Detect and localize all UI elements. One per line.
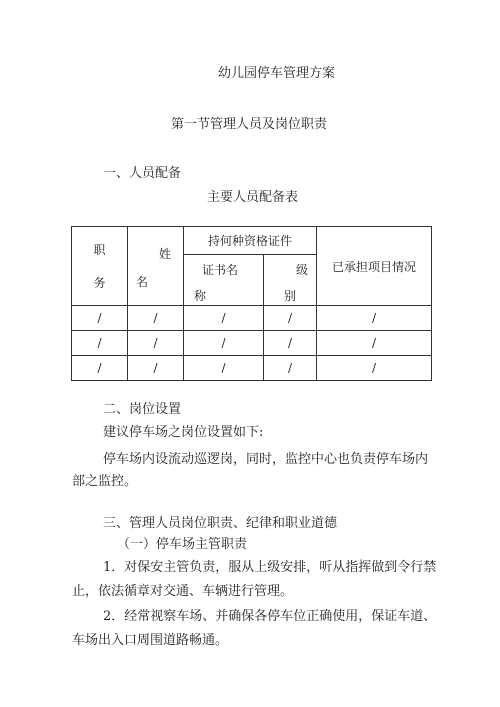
header-cert-name-line2: 称	[194, 289, 207, 303]
duty-item-1-line2: 止，依法循章对交通、车辆进行管理。	[72, 584, 294, 599]
table-cell: /	[317, 306, 432, 331]
header-cert-name	[184, 255, 264, 306]
duty-item-1-line1: 1．对保安主管负责，服从上级安排，听从指挥做到令行禁	[103, 560, 437, 575]
header-cert-name-line1: 证书名	[202, 263, 239, 277]
table-cell: /	[184, 356, 264, 381]
table-cell: /	[264, 306, 317, 331]
table-cell: /	[184, 331, 264, 356]
table-caption: 主要人员配备表	[207, 190, 299, 205]
duty-item-2-line1: 2．经常视察车场、并确保各停车位正确使用，保证车道、	[103, 609, 437, 624]
heading-post-setup: 二、岗位设置	[103, 402, 182, 417]
header-level-char2: 别	[284, 289, 297, 303]
table-cell: /	[72, 331, 128, 356]
subheading-supervisor: （一）停车场主管职责	[117, 537, 248, 552]
table-cell: /	[128, 331, 184, 356]
table-row	[72, 331, 432, 356]
table-cell: /	[72, 356, 128, 381]
table-row	[72, 356, 432, 381]
table-cell: /	[264, 356, 317, 381]
header-name	[128, 227, 184, 306]
table-row	[72, 306, 432, 331]
table-cell: /	[317, 356, 432, 381]
header-position-char2: 务	[93, 276, 106, 290]
table-cell: /	[317, 331, 432, 356]
table-cell: /	[184, 306, 264, 331]
table-cell: /	[72, 306, 128, 331]
header-position-char1: 职	[93, 243, 106, 257]
duty-item-2-line2: 车场出入口周围道路畅通。	[72, 633, 229, 648]
staffing-table	[71, 226, 432, 381]
heading-staffing: 一、人员配备	[103, 166, 182, 181]
header-level	[264, 255, 317, 306]
paragraph-patrol-line1: 停车场内设流动巡逻岗，同时，监控中心也负责停车场内	[103, 452, 429, 467]
table-cell: /	[128, 306, 184, 331]
paragraph-patrol-line2: 部之监控。	[72, 474, 138, 489]
heading-duties: 三、管理人员岗位职责、纪律和职业道德	[103, 516, 338, 531]
header-name-char1: 姓	[158, 247, 171, 261]
table-cell: /	[264, 331, 317, 356]
header-name-char2: 名	[136, 275, 149, 289]
header-level-char1: 级	[295, 263, 308, 277]
document-title: 幼儿园停车管理方案	[218, 66, 336, 81]
table-cell: /	[128, 356, 184, 381]
header-projects: 已承担项目情况	[317, 227, 432, 306]
section-title: 第一节管理人员及岗位职责	[171, 117, 328, 132]
header-cert-group: 持何种资格证件	[184, 227, 317, 255]
paragraph-post-intro: 建议停车场之岗位设置如下:	[103, 425, 264, 440]
header-position	[72, 227, 128, 306]
